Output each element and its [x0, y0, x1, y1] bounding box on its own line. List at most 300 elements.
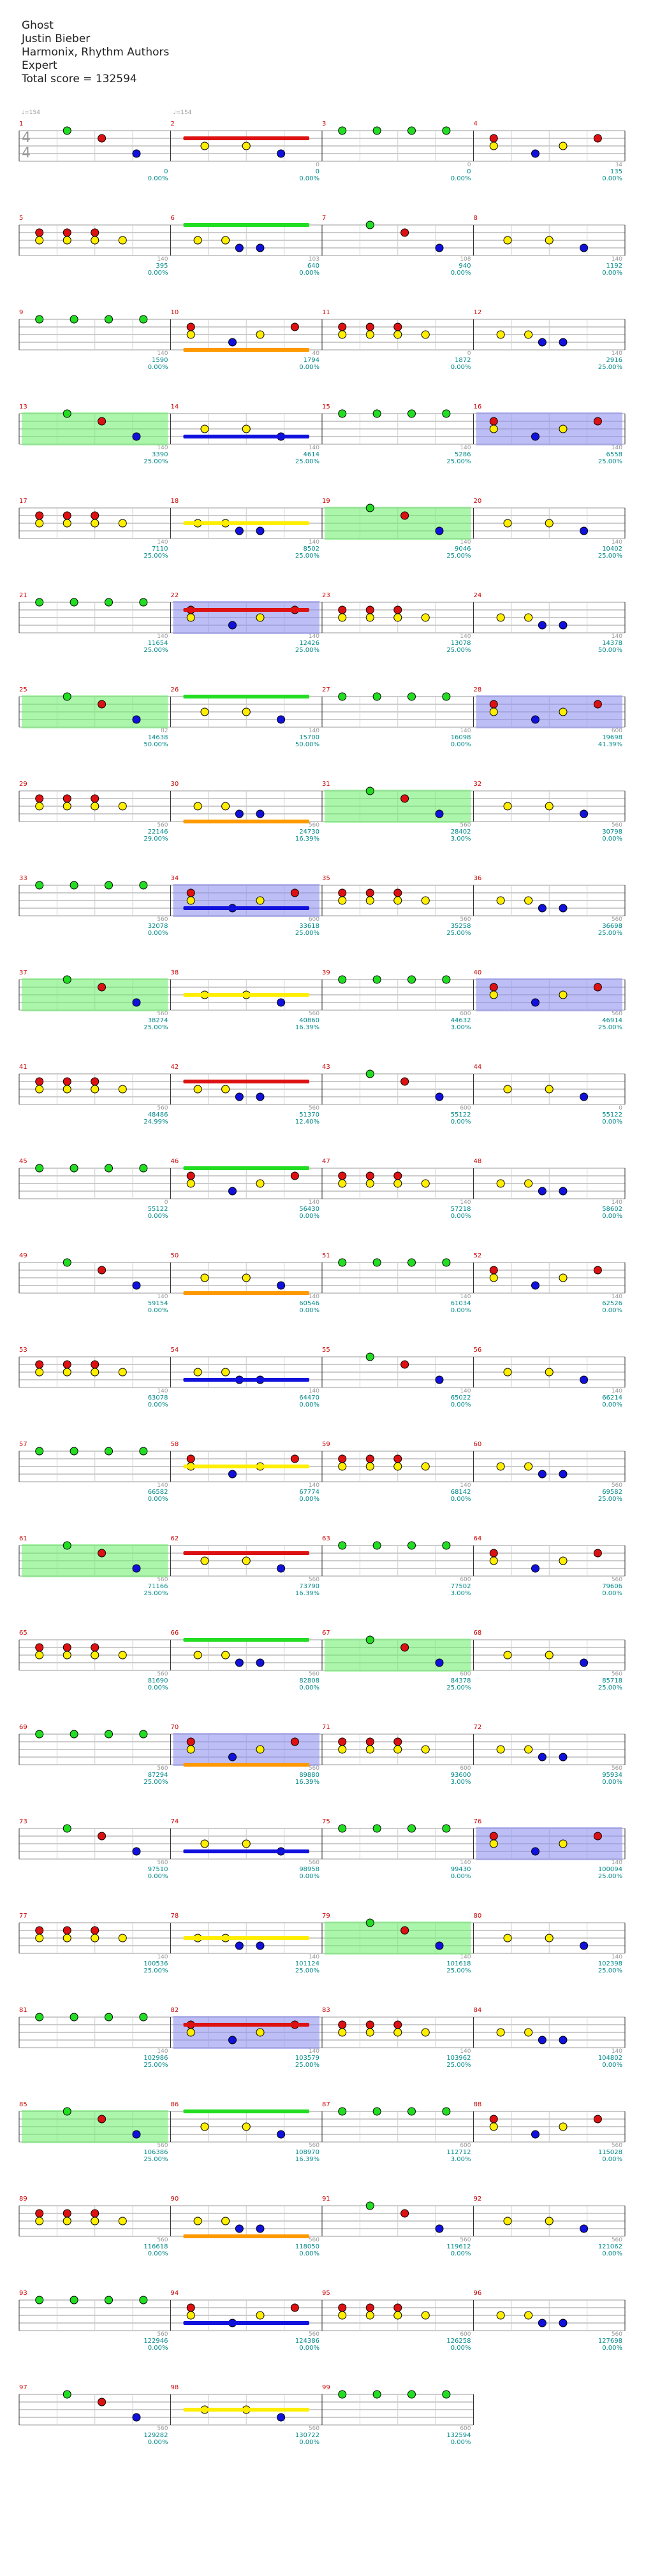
measure-percent: 0.00%	[147, 1684, 168, 1691]
measure-ms-label: 140	[157, 633, 168, 640]
measure-number: 41	[19, 1064, 27, 1071]
measure-percent: 0.00%	[450, 270, 471, 277]
measure-score: 51370	[299, 1111, 319, 1118]
measure-number: 71	[322, 1724, 330, 1731]
note-gem	[256, 527, 264, 535]
measure-ms-label: 140	[460, 633, 471, 640]
note-gem	[36, 2013, 43, 2021]
note-gem	[256, 1180, 264, 1187]
sustain-tail	[184, 2023, 310, 2027]
note-gem	[394, 1463, 402, 1470]
note-gem	[63, 1644, 71, 1651]
measure-number: 86	[170, 2101, 179, 2108]
measure-score: 99430	[450, 1866, 471, 1873]
note-gem	[187, 2304, 194, 2312]
note-gem	[63, 1078, 71, 1085]
measure-number: 75	[322, 1818, 330, 1825]
note-gem	[229, 1187, 237, 1195]
measure-score: 102986	[143, 2055, 168, 2062]
note-gem	[373, 1259, 381, 1266]
sustain-tail	[184, 521, 310, 525]
note-gem	[408, 976, 416, 983]
note-gem	[36, 1361, 43, 1368]
measure-percent: 0.00%	[299, 1496, 319, 1503]
measure-ms-label: 600	[460, 1577, 471, 1583]
note-gem	[339, 1825, 346, 1832]
measure-score: 127698	[598, 2338, 622, 2345]
measure-number: 6	[170, 215, 175, 222]
measure-ms-label: 560	[308, 2426, 319, 2432]
measure-ms-label: 140	[460, 728, 471, 734]
note-gem	[63, 519, 71, 527]
measure-ms-label: 560	[157, 2143, 168, 2149]
sustain-tail	[184, 695, 310, 698]
measure-percent: 0.00%	[602, 175, 622, 182]
sustain-tail	[184, 1378, 310, 1382]
measure-ms-label: 560	[460, 822, 471, 829]
measure-percent: 25.00%	[446, 647, 471, 654]
note-gem	[91, 1651, 99, 1659]
measure-number: 34	[170, 875, 179, 882]
measure-ms-label: 140	[157, 2048, 168, 2055]
note-gem	[525, 1463, 532, 1470]
note-gem	[490, 1832, 497, 1840]
note-gem	[187, 323, 194, 331]
measure-ms-label: 560	[611, 1577, 622, 1583]
note-gem	[504, 1651, 511, 1659]
note-gem	[366, 1746, 374, 1753]
measure-score: 135	[610, 168, 622, 175]
note-gem	[291, 1455, 298, 1463]
note-gem	[339, 1738, 346, 1746]
note-gem	[366, 2312, 374, 2319]
note-gem	[408, 1259, 416, 1266]
measure-ms-label: 140	[460, 1294, 471, 1300]
note-gem	[105, 598, 113, 606]
measure-percent: 16.39%	[295, 1590, 319, 1597]
measure-number: 73	[19, 1818, 27, 1825]
measure-number: 61	[19, 1535, 27, 1542]
measure-percent: 0.00%	[450, 1401, 471, 1408]
note-gem	[70, 1447, 78, 1455]
measure-number: 21	[19, 592, 27, 599]
measure-score: 3390	[152, 451, 168, 458]
note-gem	[504, 236, 511, 244]
note-gem	[201, 2123, 209, 2131]
difficulty-label: Expert	[22, 59, 57, 72]
phrase-highlight	[325, 790, 471, 823]
measure-percent: 0.00%	[299, 1684, 319, 1691]
measure-number: 2	[170, 120, 175, 127]
measure-number: 35	[322, 875, 330, 882]
measure-number: 27	[322, 686, 330, 693]
note-gem	[63, 2217, 71, 2225]
note-gem	[256, 2312, 264, 2319]
note-gem	[63, 2391, 71, 2398]
note-gem	[91, 1927, 99, 1934]
measure-number: 91	[322, 2196, 330, 2203]
note-gem	[36, 2217, 43, 2225]
note-gem	[36, 1730, 43, 1738]
measure-ms-label: 560	[611, 1671, 622, 1677]
measure-number: 63	[322, 1535, 330, 1542]
measure-number: 22	[170, 592, 179, 599]
measure-percent: 25.00%	[446, 930, 471, 937]
measure-number: 56	[473, 1347, 482, 1354]
note-gem	[63, 795, 71, 802]
staff-row	[19, 1919, 625, 1955]
note-gem	[36, 881, 43, 889]
measure-number: 78	[170, 1913, 179, 1920]
measure-score: 19698	[602, 734, 622, 741]
measure-ms-label: 140	[157, 351, 168, 357]
note-gem	[422, 1463, 429, 1470]
phrase-highlight	[325, 507, 471, 540]
note-gem	[133, 150, 140, 157]
measure-percent: 0.00%	[299, 1307, 319, 1314]
note-gem	[63, 976, 71, 983]
measure-number: 81	[19, 2007, 27, 2014]
note-gem	[119, 2217, 126, 2225]
note-gem	[91, 236, 99, 244]
note-gem	[339, 2029, 346, 2036]
measure-percent: 24.99%	[143, 1118, 168, 1125]
measure-percent: 0.00%	[299, 364, 319, 371]
measure-percent: 25.00%	[598, 364, 622, 371]
measure-number: 92	[473, 2196, 482, 2203]
note-gem	[422, 2029, 429, 2036]
note-gem	[339, 1463, 346, 1470]
note-gem	[140, 2013, 147, 2021]
note-gem	[63, 2210, 71, 2217]
measure-number: 17	[19, 498, 27, 505]
measure-number: 29	[19, 781, 27, 788]
measure-ms-label: 600	[460, 2331, 471, 2338]
measure-ms-label: 560	[157, 916, 168, 923]
measure-percent: 25.00%	[446, 458, 471, 465]
measure-score: 108970	[295, 2149, 319, 2156]
measure-score: 103579	[295, 2055, 319, 2062]
song-artist: Justin Bieber	[22, 33, 91, 45]
measure-percent: 0.00%	[299, 270, 319, 277]
measure-number: 23	[322, 592, 330, 599]
note-gem	[70, 315, 78, 323]
note-gem	[187, 2312, 194, 2319]
measure-ms-label: 140	[157, 1482, 168, 1489]
note-gem	[559, 2123, 567, 2131]
measure-percent: 50.00%	[143, 741, 168, 748]
note-gem	[91, 229, 99, 236]
note-gem	[63, 127, 71, 134]
measure-number: 89	[19, 2196, 27, 2203]
note-gem	[91, 512, 99, 519]
measure-number: 76	[473, 1818, 482, 1825]
note-gem	[291, 1738, 298, 1746]
note-gem	[133, 1282, 140, 1289]
note-gem	[532, 1565, 539, 1572]
measure-ms-label: 560	[611, 1765, 622, 1772]
note-gem	[339, 614, 346, 621]
note-gem	[256, 2029, 264, 2036]
measure-score: 85718	[602, 1677, 622, 1684]
note-gem	[538, 904, 546, 912]
note-gem	[235, 1659, 243, 1667]
note-gem	[242, 1840, 250, 1848]
note-gem	[525, 1180, 532, 1187]
measure-score: 46914	[602, 1017, 622, 1024]
measure-score: 33618	[299, 923, 319, 930]
note-gem	[187, 1180, 194, 1187]
note-gem	[36, 1085, 43, 1093]
measure-score: 640	[307, 263, 319, 270]
measure-score: 55122	[450, 1111, 471, 1118]
note-gem	[373, 2391, 381, 2398]
note-gem	[339, 889, 346, 897]
measure-score: 30798	[602, 829, 622, 836]
staff-row	[19, 410, 625, 445]
note-gem	[545, 1651, 553, 1659]
measure-number: 19	[322, 498, 330, 505]
measure-score: 40860	[299, 1017, 319, 1024]
sustain-tail	[184, 608, 310, 612]
note-gem	[105, 2296, 113, 2304]
note-gem	[497, 331, 504, 338]
measure-number: 87	[322, 2101, 330, 2108]
measure-ms-label: 140	[460, 1388, 471, 1394]
note-gem	[235, 2225, 243, 2232]
measure-ms-label: 140	[611, 1388, 622, 1394]
note-gem	[559, 904, 567, 912]
measure-score: 71166	[147, 1583, 168, 1590]
measure-score: 61034	[450, 1300, 471, 1307]
note-gem	[140, 2296, 147, 2304]
note-gem	[187, 1172, 194, 1180]
measure-ms-label: 140	[308, 539, 319, 546]
measure-score: 4614	[303, 451, 319, 458]
measure-percent: 25.00%	[143, 458, 168, 465]
measure-ms-label: 140	[611, 1294, 622, 1300]
sustain-tail	[184, 2109, 310, 2113]
note-gem	[394, 614, 402, 621]
measure-percent: 0.00%	[147, 2439, 168, 2446]
measure-ms-label: 560	[308, 1105, 319, 1111]
measure-score: 81690	[147, 1677, 168, 1684]
measure-score: 14638	[147, 734, 168, 741]
note-gem	[366, 614, 374, 621]
note-gem	[222, 236, 230, 244]
measure-percent: 0.00%	[602, 836, 622, 843]
measure-ms-label: 140	[308, 1388, 319, 1394]
measure-score: 79606	[602, 1583, 622, 1590]
measure-score: 57218	[450, 1206, 471, 1213]
measure-score: 16098	[450, 734, 471, 741]
note-gem	[559, 621, 567, 629]
measure-number: 96	[473, 2290, 482, 2297]
measure-score: 77502	[450, 1583, 471, 1590]
note-gem	[559, 1557, 567, 1565]
note-gem	[559, 142, 567, 150]
note-gem	[525, 331, 532, 338]
note-gem	[490, 708, 497, 716]
note-gem	[559, 708, 567, 716]
note-gem	[366, 1353, 374, 1361]
measure-ms-label: 560	[157, 2426, 168, 2432]
measure-number: 42	[170, 1064, 179, 1071]
measure-score: 67774	[299, 1489, 319, 1496]
note-gem	[538, 1470, 546, 1478]
measure-score: 116618	[143, 2243, 168, 2250]
note-gem	[559, 2036, 567, 2044]
note-gem	[339, 1259, 346, 1266]
note-gem	[133, 1565, 140, 1572]
measure-percent: 0.00%	[602, 1590, 622, 1597]
measure-percent: 3.00%	[450, 1779, 471, 1786]
note-gem	[63, 1825, 71, 1832]
note-gem	[63, 1259, 71, 1266]
measure-percent: 0.00%	[147, 270, 168, 277]
staff-row	[19, 881, 625, 917]
note-gem	[339, 2304, 346, 2312]
note-gem	[98, 1549, 106, 1557]
phrase-highlight	[476, 978, 623, 1011]
measure-score: 84378	[450, 1677, 471, 1684]
measure-ms-label: 560	[611, 916, 622, 923]
measure-number: 84	[473, 2007, 482, 2014]
measure-ms-label: 140	[611, 1860, 622, 1866]
note-gem	[229, 1470, 237, 1478]
sustain-tail	[184, 1551, 310, 1555]
measure-percent: 0.00%	[147, 1401, 168, 1408]
measure-percent: 25.00%	[143, 2062, 168, 2069]
measure-percent: 3.00%	[450, 1024, 471, 1031]
note-gem	[580, 2225, 588, 2232]
note-gem	[339, 1172, 346, 1180]
staff-row	[19, 1447, 625, 1482]
measure-number: 38	[170, 969, 179, 976]
note-gem	[91, 1644, 99, 1651]
measure-score: 1872	[455, 357, 471, 364]
note-gem	[36, 1447, 43, 1455]
note-gem	[36, 1078, 43, 1085]
note-gem	[119, 1368, 126, 1376]
measure-ms-label: 560	[460, 2237, 471, 2243]
note-gem	[229, 621, 237, 629]
note-gem	[63, 1651, 71, 1659]
measure-number: 54	[170, 1347, 179, 1354]
note-gem	[594, 700, 601, 708]
note-gem	[443, 2391, 450, 2398]
measure-score: 22146	[147, 829, 168, 836]
note-gem	[140, 881, 147, 889]
measure-ms-label: 108	[460, 256, 471, 263]
note-gem	[436, 527, 443, 535]
note-gem	[36, 802, 43, 810]
measure-score: 68142	[450, 1489, 471, 1496]
measure-percent: 0.00%	[299, 1401, 319, 1408]
measure-percent: 0.00%	[147, 2250, 168, 2257]
note-gem	[394, 2304, 402, 2312]
measure-score: 8502	[303, 546, 319, 553]
measure-score: 63078	[147, 1394, 168, 1401]
measure-number: 18	[170, 498, 179, 505]
measure-score: 10402	[602, 546, 622, 553]
note-gem	[256, 244, 264, 252]
note-gem	[490, 425, 497, 433]
note-gem	[490, 417, 497, 425]
note-gem	[339, 606, 346, 614]
measure-number: 30	[170, 781, 179, 788]
staff-row	[19, 504, 625, 540]
note-gem	[594, 134, 601, 142]
phrase-highlight	[22, 695, 168, 728]
measure-ms-label: 560	[157, 1011, 168, 1017]
measure-percent: 0.00%	[450, 1307, 471, 1314]
note-gem	[63, 693, 71, 700]
note-gem	[98, 2398, 106, 2406]
tempo-mark: ♩=154	[22, 110, 40, 116]
song-charter: Harmonix, Rhythm Authors	[22, 46, 170, 59]
measure-percent: 0.00%	[602, 1779, 622, 1786]
measure-percent: 0.00%	[450, 1496, 471, 1503]
measure-number: 32	[473, 781, 482, 788]
measure-ms-label: 560	[611, 1011, 622, 1017]
note-gem	[373, 1542, 381, 1549]
sustain-tail	[184, 1849, 310, 1853]
measure-score: 24730	[299, 829, 319, 836]
note-gem	[256, 810, 264, 818]
sustain-tail	[184, 2234, 310, 2238]
note-gem	[36, 598, 43, 606]
measure-percent: 25.00%	[143, 647, 168, 654]
measure-number: 69	[19, 1724, 27, 1731]
measure-percent: 50.00%	[598, 647, 622, 654]
measure-ms-label: 34	[615, 162, 622, 168]
measure-number: 49	[19, 1252, 27, 1259]
measure-score: 101124	[295, 1960, 319, 1967]
note-gem	[235, 244, 243, 252]
note-gem	[119, 802, 126, 810]
note-gem	[91, 1078, 99, 1085]
note-gem	[401, 795, 409, 802]
measure-ms-label: 140	[308, 2048, 319, 2055]
note-gem	[443, 127, 450, 134]
measure-ms-label: 600	[460, 1765, 471, 1772]
note-gem	[70, 2296, 78, 2304]
sustain-tail	[184, 993, 310, 997]
note-gem	[339, 2021, 346, 2029]
note-gem	[366, 1636, 374, 1644]
measure-score: 95934	[602, 1772, 622, 1779]
time-signature-bottom: 4	[22, 145, 31, 161]
measure-ms-label: 600	[460, 1105, 471, 1111]
note-gem	[538, 1187, 546, 1195]
note-gem	[394, 2029, 402, 2036]
measure-score: 14378	[602, 640, 622, 647]
measure-score: 38274	[147, 1017, 168, 1024]
note-gem	[36, 1368, 43, 1376]
note-gem	[490, 991, 497, 999]
note-gem	[490, 1557, 497, 1565]
measure-number: 45	[19, 1158, 27, 1165]
measure-score: 1794	[303, 357, 319, 364]
measure-number: 57	[19, 1441, 27, 1448]
note-gem	[36, 1934, 43, 1942]
note-gem	[277, 1565, 285, 1572]
measure-score: 395	[156, 263, 168, 270]
note-gem	[504, 519, 511, 527]
measure-number: 8	[473, 215, 478, 222]
measure-number: 83	[322, 2007, 330, 2014]
